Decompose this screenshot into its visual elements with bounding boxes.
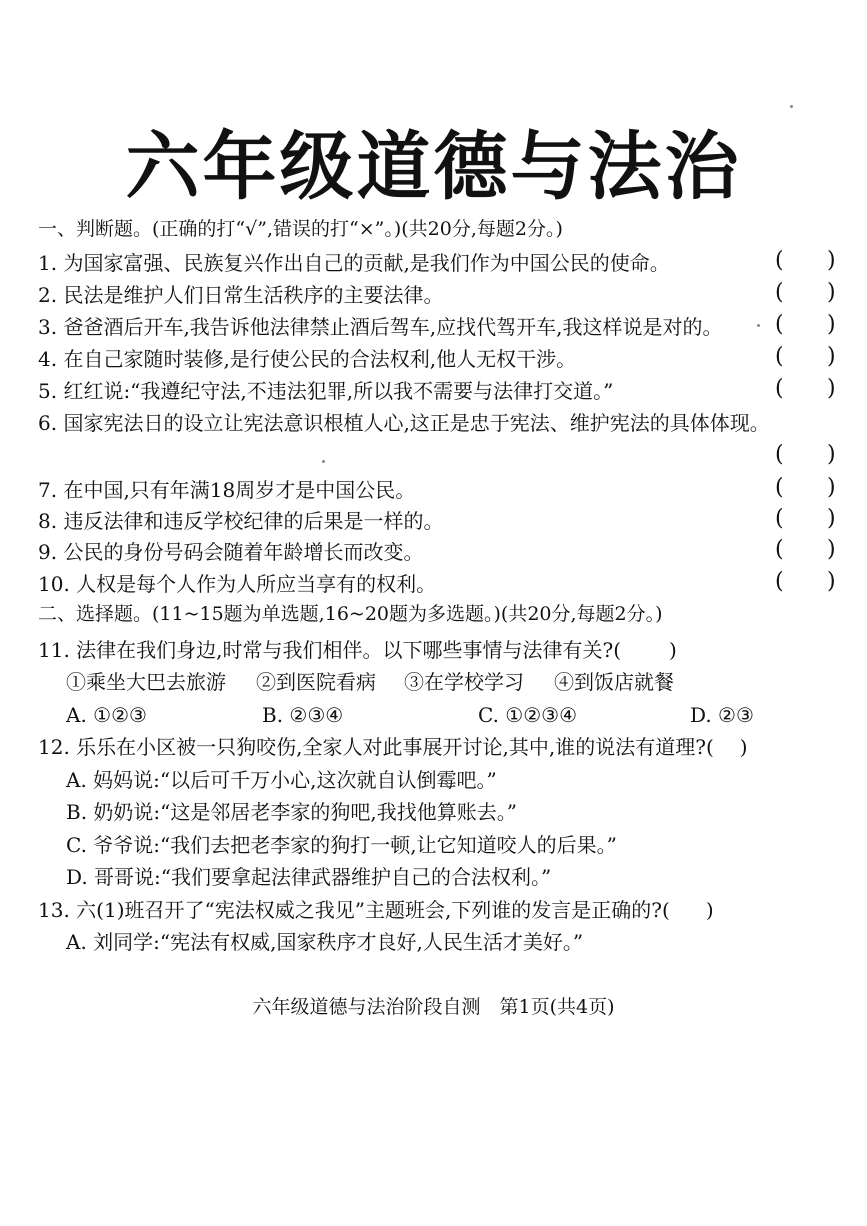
judgment-item-10: 10. 人权是每个人作为人所应当享有的权利。 (38, 572, 437, 596)
q13-option-a[interactable]: A. 刘同学:“宪法有权威,国家秩序才良好,人民生活才美好。” (66, 930, 584, 954)
judgment-item-2: 2. 民法是维护人们日常生活秩序的主要法律。 (38, 283, 444, 307)
section1-heading: 一、判断题。(正确的打“√”,错误的打“×”。)(共20分,每题2分。) (38, 218, 563, 240)
judgment-item-9: 9. 公民的身份号码会随着年龄增长而改变。 (38, 540, 424, 564)
q11-option-d[interactable]: D. ②③ (690, 703, 754, 727)
judgment-item-1: 1. 为国家富强、民族复兴作出自己的贡献,是我们作为中国公民的使命。 (38, 251, 670, 275)
q11-option-c[interactable]: C. ①②③④ (478, 703, 578, 727)
judgment-item-4: 4. 在自己家随时装修,是行使公民的合法权利,他人无权干涉。 (38, 347, 577, 371)
q11-item-2: ②到医院看病 (256, 670, 376, 694)
page-title: 六年级道德与法治 (125, 124, 742, 210)
judgment-item-7: 7. 在中国,只有年满18周岁才是中国公民。 (38, 478, 416, 502)
judgment-item-8: 8. 违反法律和违反学校纪律的后果是一样的。 (38, 509, 444, 533)
q11-option-b[interactable]: B. ②③④ (262, 703, 344, 727)
q12-option-c[interactable]: C. 爷爷说:“我们去把老李家的狗打一顿,让它知道咬人的后果。” (66, 833, 617, 857)
q11-item-4: ④到饭店就餐 (554, 670, 674, 694)
judgment-item-3: 3. 爸爸酒后开车,我告诉他法律禁止酒后驾车,应找代驾开车,我这样说是对的。 (38, 315, 723, 339)
judgment-item-5: 5. 红红说:“我遵纪守法,不违法犯罪,所以我不需要与法律打交道。” (38, 379, 614, 403)
question-12-stem: 12. 乐乐在小区被一只狗咬伤,全家人对此事展开讨论,其中,谁的说法有道理?( ) (38, 735, 748, 759)
q11-item-3: ③在学校学习 (404, 670, 524, 694)
q12-option-a[interactable]: A. 妈妈说:“以后可千万小心,这次就自认倒霉吧。” (66, 768, 497, 792)
q11-option-a[interactable]: A. ①②③ (66, 703, 147, 727)
page-footer: 六年级道德与法治阶段自测 第1页(共4页) (252, 996, 615, 1018)
q12-option-d[interactable]: D. 哥哥说:“我们要拿起法律武器维护自己的合法权利。” (66, 865, 552, 889)
exam-page: 六年级道德与法治 一、判断题。(正确的打“√”,错误的打“×”。)(共20分,每题2分。) 1. 为国家富强、民族复兴作出自己的贡献,是我们作为中国公民的使命。 ( ) 2. 民法是维护人们日常生活秩序的主要法律。 ( ) 3. 爸爸酒后开车,我告诉他法律禁止酒后驾车,应找代驾开车,我这样说是对的。 ( ) 4. 在自己家随时装修,是行使公民的合法权利,他人无权干涉。 ( ) 5. 红红说:“我遵纪守法,不违法犯罪,所以我不需要与法律打交道。” ( ) 6. 国家宪法日的设立让宪法意识根植人心,这正是忠于宪法、维护宪法的具体体现。 ( ) 7. 在中国,只有年满18周岁才是中国公民。 ( ) 8. 违反法律和违反学校纪律的后果是一样的。 ( ) 9. 公民的身份号码会随着年龄增长而改变。 ( ) 10. 人权是每个人作为人所应当享有的权利。 ( ) 二、选择题。(11~15题为单选题,16~20题为多选题。)(共20分,每题2分。) 11. 法律在我们身边,时常与我们相伴。以下哪些事情与法律有关?( ) ①乘坐大巴去旅游 ②到医院看病 ③在学校学习 ④到饭店就餐 A. ①②③ B. ②③④ C. ①②③④ D. ②③ 12. 乐乐在小区被一只狗咬伤,全家人对此事展开讨论,其中,谁的说法有道理?( ) A. 妈妈说:“以后可千万小心,这次就自认倒霉吧。” B. 奶奶说:“这是邻居老李家的狗吧,我找他算账去。” C. 爷爷说:“我们去把老李家的狗打一顿,让它知道咬人的后果。” D. 哥哥说:“我们要拿起法律武器维护自己的合法权利。” 13. 六(1)班召开了“宪法权威之我见”主题班会,下列谁的发言是正确的?( ) A. 刘同学:“宪法有权威,国家秩序才良好,人民生活才美好。” 六年级道德与法治阶段自测 第1页(共4页) (0, 0, 867, 1226)
scan-speck (322, 460, 325, 463)
scan-speck (790, 105, 793, 108)
section2-heading: 二、选择题。(11~15题为单选题,16~20题为多选题。)(共20分,每题2分。) (38, 603, 663, 625)
question-13-stem: 13. 六(1)班召开了“宪法权威之我见”主题班会,下列谁的发言是正确的?( ) (38, 898, 714, 922)
judgment-item-6: 6. 国家宪法日的设立让宪法意识根植人心,这正是忠于宪法、维护宪法的具体体现。 (38, 411, 770, 435)
q11-item-1: ①乘坐大巴去旅游 (66, 670, 226, 694)
scan-speck (757, 324, 760, 327)
question-11-stem: 11. 法律在我们身边,时常与我们相伴。以下哪些事情与法律有关?( ) (38, 638, 677, 662)
q12-option-b[interactable]: B. 奶奶说:“这是邻居老李家的狗吧,我找他算账去。” (66, 800, 517, 824)
